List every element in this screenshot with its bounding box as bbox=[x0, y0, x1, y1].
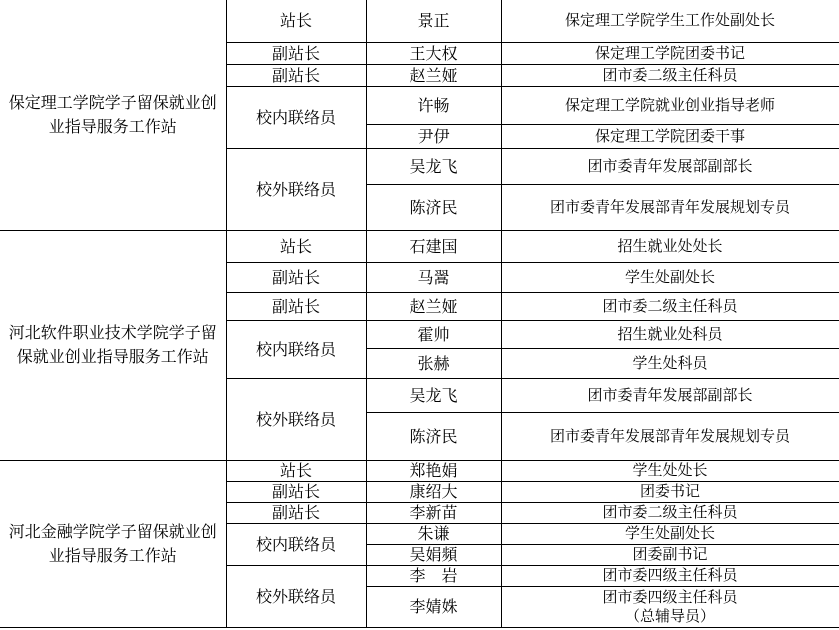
role-cell: 校外联络员 bbox=[226, 565, 366, 627]
person-cell: 朱谦 bbox=[366, 523, 501, 544]
role-cell: 副站长 bbox=[226, 64, 366, 86]
station-name: 河北软件职业技术学院学子留保就业创业指导服务工作站 bbox=[0, 230, 226, 460]
duty-cell: 团市委二级主任科员 bbox=[501, 502, 839, 523]
person-cell: 郑艳娟 bbox=[366, 460, 501, 481]
role-cell: 校内联络员 bbox=[226, 86, 366, 148]
role-cell: 校内联络员 bbox=[226, 523, 366, 565]
person-cell: 石建国 bbox=[366, 230, 501, 262]
person-cell: 陈济民 bbox=[366, 412, 501, 460]
role-cell: 副站长 bbox=[226, 262, 366, 292]
duty-cell: 团市委二级主任科员 bbox=[501, 292, 839, 320]
duty-cell: 团市委二级主任科员 bbox=[501, 64, 839, 86]
role-cell: 副站长 bbox=[226, 42, 366, 64]
duty-cell: 招生就业处科员 bbox=[501, 320, 839, 348]
duty-cell: 团市委四级主任科员 bbox=[501, 565, 839, 586]
role-cell: 副站长 bbox=[226, 481, 366, 502]
duty-cell: 保定理工学院学生工作处副处长 bbox=[501, 0, 839, 42]
table-row bbox=[0, 460, 839, 481]
station-name: 保定理工学院学子留保就业创业指导服务工作站 bbox=[0, 0, 226, 230]
person-cell: 康绍大 bbox=[366, 481, 501, 502]
role-cell: 站长 bbox=[226, 230, 366, 262]
duty-cell: 团市委青年发展部副部长 bbox=[501, 148, 839, 184]
person-cell: 李新苗 bbox=[366, 502, 501, 523]
duty-cell: 学生处副处长 bbox=[501, 262, 839, 292]
person-cell: 陈济民 bbox=[366, 184, 501, 230]
role-cell: 副站长 bbox=[226, 292, 366, 320]
role-cell: 站长 bbox=[226, 0, 366, 42]
duty-cell: 保定理工学院团委书记 bbox=[501, 42, 839, 64]
duty-cell: 保定理工学院就业创业指导老师 bbox=[501, 86, 839, 124]
role-cell: 站长 bbox=[226, 460, 366, 481]
station-name: 河北金融学院学子留保就业创业指导服务工作站 bbox=[0, 460, 226, 627]
person-cell: 霍帅 bbox=[366, 320, 501, 348]
duty-cell: 团市委青年发展部青年发展规划专员 bbox=[501, 412, 839, 460]
duty-cell: 团委书记 bbox=[501, 481, 839, 502]
duty-cell: 保定理工学院团委干事 bbox=[501, 124, 839, 148]
person-cell: 马翯 bbox=[366, 262, 501, 292]
duty-cell: 招生就业处处长 bbox=[501, 230, 839, 262]
role-cell: 校外联络员 bbox=[226, 148, 366, 230]
duty-cell: 团委副书记 bbox=[501, 544, 839, 565]
role-cell: 副站长 bbox=[226, 502, 366, 523]
table-row bbox=[0, 0, 839, 42]
person-cell: 李婧姝 bbox=[366, 586, 501, 627]
duty-cell: 团市委青年发展部青年发展规划专员 bbox=[501, 184, 839, 230]
person-cell: 吴龙飞 bbox=[366, 378, 501, 412]
person-cell: 吴娟頻 bbox=[366, 544, 501, 565]
table-row bbox=[0, 230, 839, 262]
person-cell: 许畅 bbox=[366, 86, 501, 124]
person-cell: 赵兰娅 bbox=[366, 64, 501, 86]
role-cell: 校外联络员 bbox=[226, 378, 366, 460]
person-cell: 李 岩 bbox=[366, 565, 501, 586]
duty-cell: 学生处处长 bbox=[501, 460, 839, 481]
person-cell: 吴龙飞 bbox=[366, 148, 501, 184]
person-cell: 张赫 bbox=[366, 348, 501, 378]
duty-cell: 学生处科员 bbox=[501, 348, 839, 378]
role-cell: 校内联络员 bbox=[226, 320, 366, 378]
duty-cell: 学生处副处长 bbox=[501, 523, 839, 544]
duty-cell: 团市委四级主任科员 （总辅导员） bbox=[501, 586, 839, 627]
person-cell: 赵兰娅 bbox=[366, 292, 501, 320]
person-cell: 景正 bbox=[366, 0, 501, 42]
person-cell: 王大权 bbox=[366, 42, 501, 64]
person-cell: 尹伊 bbox=[366, 124, 501, 148]
duty-cell: 团市委青年发展部副部长 bbox=[501, 378, 839, 412]
